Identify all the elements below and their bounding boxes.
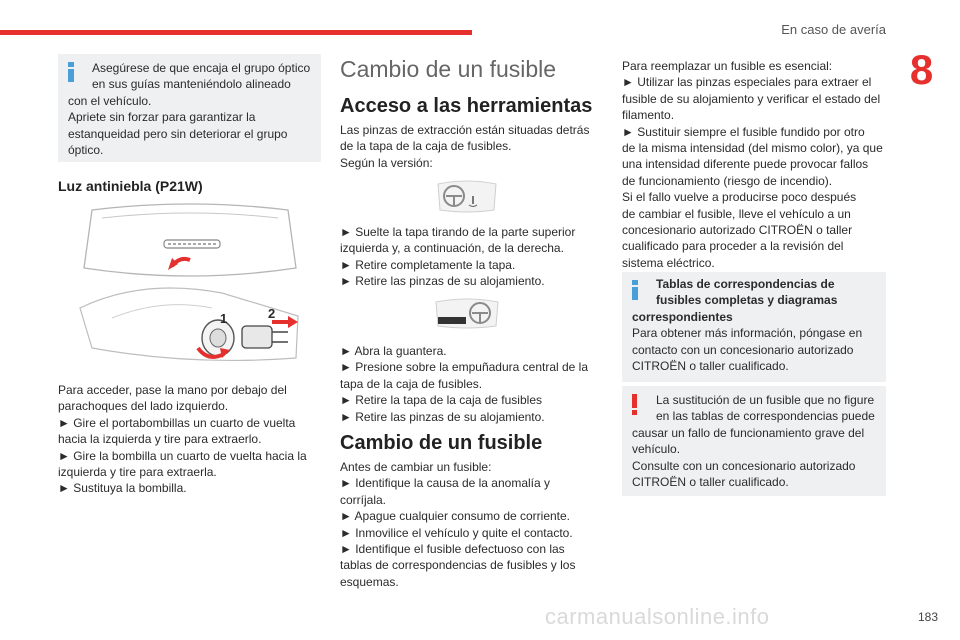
fog-light-heading: Luz antiniebla (P21W): [58, 178, 203, 194]
body-line: Para reemplazar un fusible es esencial:: [622, 59, 833, 73]
step-2-label: 2: [268, 306, 276, 321]
body-line: sistema eléctrico.: [622, 255, 715, 270]
section-title: En caso de avería: [781, 22, 886, 37]
change-fuse-steps: [340, 459, 610, 590]
change-fuse-heading: Cambio de un fusible: [340, 432, 543, 454]
warning-line: La sustitución de un fusible que no figure: [656, 393, 875, 407]
info-line: Para obtener más información, póngase en: [632, 326, 863, 341]
step-line: Antes de cambiar un fusible:: [340, 460, 492, 474]
step-line: ► Abra la guantera.: [340, 344, 447, 358]
body-line: Las pinzas de extracción están situadas detrás: [340, 123, 590, 137]
tools-intro: [340, 122, 610, 171]
body-line: Según la versión:: [340, 155, 433, 170]
step-line: corríjala.: [340, 492, 387, 507]
info-line: contacto con un concesionario autorizado: [632, 342, 854, 357]
step-line: ► Retire completamente la tapa.: [340, 257, 516, 272]
info-line: estanqueidad pero sin deteriorar el grupo: [68, 126, 288, 141]
step-line: ► Presione sobre la empuñadura central de la: [340, 360, 589, 375]
replacement-text: [622, 58, 892, 271]
warning-line: causar un fallo de funcionamiento grave del: [632, 425, 865, 440]
steering-wheel-icon: [434, 180, 500, 216]
body-line: una intensidad diferente puede provocar fallos: [622, 157, 869, 172]
warning-line: vehículo.: [632, 442, 681, 457]
body-line: de funcionamiento (riesgo de incendio).: [622, 173, 833, 188]
step-line: ► Retire la tapa de la caja de fusibles: [340, 393, 542, 408]
warning-line: CITROËN o taller cualificado.: [632, 475, 789, 490]
fog-light-text: [58, 382, 323, 497]
body-line: hacia la izquierda y tire para extraerlo.: [58, 432, 262, 447]
page-number: 183: [917, 610, 938, 624]
fusebox-version2-figure: [432, 298, 502, 332]
warning-box: [622, 386, 886, 496]
body-line: fusible de su alojamiento y verificar el estado del: [622, 91, 881, 106]
body-line: parachoques del lado izquierdo.: [58, 399, 229, 414]
version1-steps: [340, 224, 610, 290]
chapter-number: 8: [909, 46, 934, 93]
step-line: ► Identifique la causa de la anomalía y: [340, 476, 551, 491]
info-title-line: fusibles completas y diagramas: [656, 293, 838, 308]
body-line: ► Sustituir siempre el fusible fundido por otro: [622, 124, 865, 139]
step-line: izquierda y, a continuación, de la derecha.: [340, 241, 564, 256]
info-line: con el vehículo.: [68, 93, 152, 108]
body-line: Para acceder, pase la mano por debajo del: [58, 383, 287, 397]
glovebox-icon: [432, 298, 502, 332]
info-line: en sus guías manteniéndolo alineado: [92, 77, 291, 92]
body-line: de la tapa de la caja de fusibles.: [340, 139, 512, 154]
info-box-headlight: [58, 54, 321, 162]
body-line: ► Utilizar las pinzas especiales para extraer el: [622, 75, 872, 90]
step-line: ► Retire las pinzas de su alojamiento.: [340, 274, 545, 289]
info-title-line: Tablas de correspondencias de: [656, 277, 835, 291]
version2-steps: [340, 343, 610, 425]
body-line: filamento.: [622, 108, 675, 123]
tools-heading: Acceso a las herramientas: [340, 95, 593, 117]
step-line: ► Identifique el fusible defectuoso con las: [340, 542, 565, 557]
warning-line: Consulte con un concesionario autorizado: [632, 458, 856, 473]
step-line: tablas de correspondencias de fusibles y los: [340, 558, 576, 573]
body-line: ► Gire el portabombillas un cuarto de vuelta: [58, 415, 296, 430]
step-1-label: 1: [220, 311, 228, 326]
fusebox-version1-figure: [434, 180, 500, 216]
warning-line: en las tablas de correspondencias puede: [656, 409, 875, 424]
body-line: ► Gire la bombilla un cuarto de vuelta hacia la: [58, 448, 307, 463]
body-line: ► Sustituya la bombilla.: [58, 481, 187, 496]
step-line: esquemas.: [340, 574, 399, 589]
step-line: ► Inmovilice el vehículo y quite el contacto.: [340, 525, 573, 540]
info-line: CITROËN o taller cualificado.: [632, 359, 789, 374]
header-accent-bar: [0, 30, 472, 35]
body-line: izquierda y tire para extraerla.: [58, 465, 217, 480]
step-line: ► Retire las pinzas de su alojamiento.: [340, 409, 545, 424]
info-line: óptico.: [68, 143, 104, 158]
step-line: ► Suelte la tapa tirando de la parte superior: [340, 225, 576, 239]
info-line: Asegúrese de que encaja el grupo óptico: [92, 61, 311, 75]
step-line: ► Apague cualquier consumo de corriente.: [340, 509, 571, 524]
body-line: cualificado para proceder a la revisión del: [622, 239, 844, 254]
info-box-fuse-tables: [622, 272, 886, 382]
step-line: tapa de la caja de fusibles.: [340, 376, 483, 391]
body-line: de cambiar el fusible, lleve el vehículo a un: [622, 206, 851, 221]
watermark: carmanualsonline.info: [545, 604, 770, 629]
body-line: de la misma intensidad (del mismo color), ya que: [622, 141, 883, 156]
body-line: concesionario autorizado CITROËN o taller: [622, 223, 853, 238]
body-line: Si el fallo vuelve a producirse poco después: [622, 190, 857, 205]
bumper-illustration: [72, 198, 308, 366]
page-title: Cambio de un fusible: [340, 56, 557, 82]
info-line: Apriete sin forzar para garantizar la: [68, 110, 256, 125]
info-title-line: correspondientes: [632, 309, 733, 324]
fog-light-figure: [72, 198, 308, 366]
